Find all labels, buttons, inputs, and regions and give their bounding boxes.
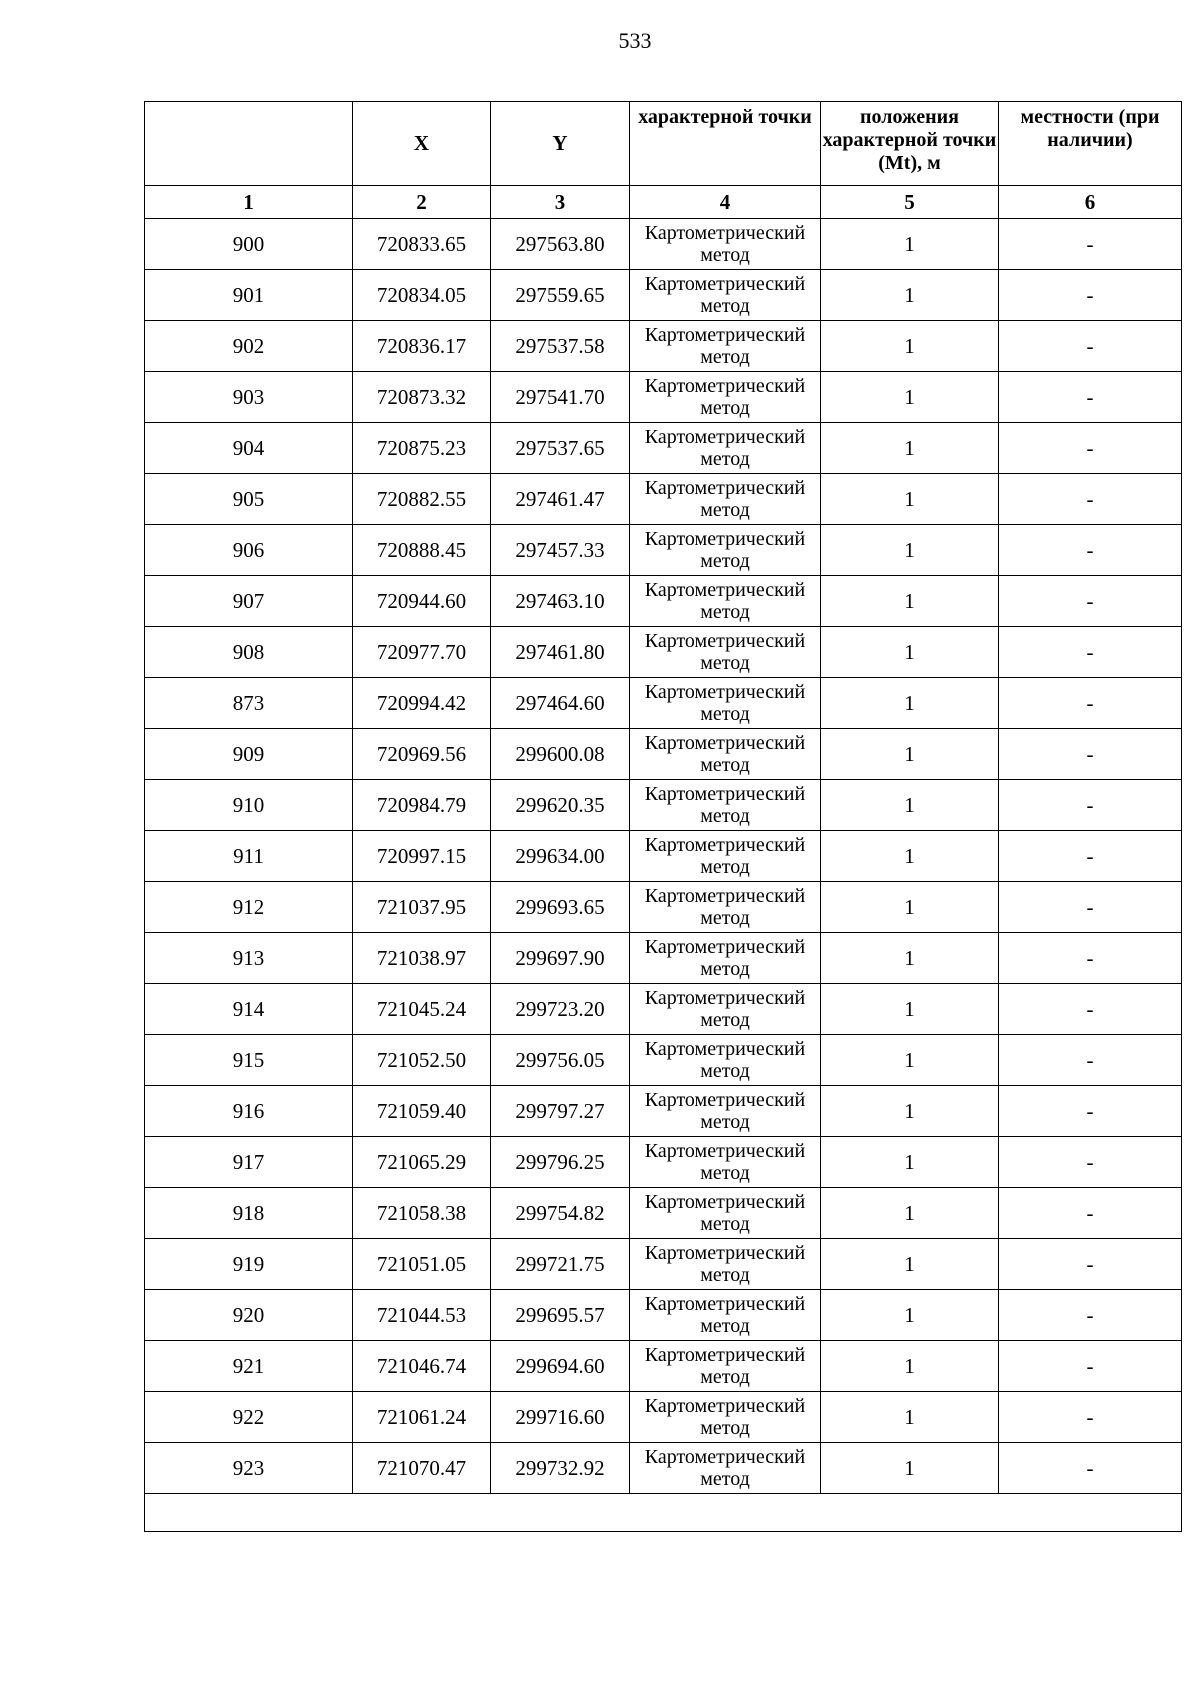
cell-description: - (999, 576, 1182, 627)
table-row (145, 831, 1182, 882)
cell-x-coordinate: 720833.65 (353, 219, 491, 270)
cell-x-coordinate: 721059.40 (353, 1086, 491, 1137)
cell-y-coordinate: 299756.05 (491, 1035, 630, 1086)
cell-accuracy: 1 (821, 474, 999, 525)
cell-accuracy: 1 (821, 1035, 999, 1086)
table-row (145, 933, 1182, 984)
cell-method: Картометрический метод (630, 525, 821, 576)
cell-accuracy: 1 (821, 831, 999, 882)
cell-method: Картометрический метод (630, 1392, 821, 1443)
cell-y-coordinate: 299695.57 (491, 1290, 630, 1341)
cell-point-number: 900 (145, 219, 353, 270)
cell-accuracy: 1 (821, 882, 999, 933)
table-row (145, 525, 1182, 576)
cell-x-coordinate: 721038.97 (353, 933, 491, 984)
cell-y-coordinate: 297537.65 (491, 423, 630, 474)
cell-point-number: 904 (145, 423, 353, 474)
cell-y-coordinate: 299796.25 (491, 1137, 630, 1188)
table-row (145, 678, 1182, 729)
table-row (145, 1137, 1182, 1188)
table-row (145, 729, 1182, 780)
cell-description: - (999, 780, 1182, 831)
cell-y-coordinate: 299600.08 (491, 729, 630, 780)
column-number: 3 (491, 186, 630, 219)
cell-y-coordinate: 297464.60 (491, 678, 630, 729)
cell-point-number: 907 (145, 576, 353, 627)
cell-description: - (999, 321, 1182, 372)
column-number: 6 (999, 186, 1182, 219)
cell-description: - (999, 219, 1182, 270)
table-row (145, 1290, 1182, 1341)
table-footer-row (145, 1494, 1182, 1532)
header-accuracy: положения характерной точки (Mt), м (821, 102, 999, 186)
cell-description: - (999, 1341, 1182, 1392)
header-y: Y (491, 102, 630, 186)
table-row (145, 1443, 1182, 1494)
cell-x-coordinate: 721065.29 (353, 1137, 491, 1188)
cell-method: Картометрический метод (630, 1239, 821, 1290)
cell-method: Картометрический метод (630, 270, 821, 321)
table-row (145, 1239, 1182, 1290)
cell-accuracy: 1 (821, 627, 999, 678)
cell-x-coordinate: 721037.95 (353, 882, 491, 933)
cell-y-coordinate: 297457.33 (491, 525, 630, 576)
cell-x-coordinate: 720882.55 (353, 474, 491, 525)
cell-accuracy: 1 (821, 1086, 999, 1137)
cell-x-coordinate: 720984.79 (353, 780, 491, 831)
cell-point-number: 901 (145, 270, 353, 321)
cell-y-coordinate: 297559.65 (491, 270, 630, 321)
header-description: местности (при наличии) (999, 102, 1182, 186)
cell-x-coordinate: 721045.24 (353, 984, 491, 1035)
cell-accuracy: 1 (821, 1188, 999, 1239)
cell-method: Картометрический метод (630, 729, 821, 780)
cell-point-number: 906 (145, 525, 353, 576)
cell-x-coordinate: 720888.45 (353, 525, 491, 576)
cell-method: Картометрический метод (630, 1035, 821, 1086)
cell-y-coordinate: 299716.60 (491, 1392, 630, 1443)
column-number: 5 (821, 186, 999, 219)
cell-point-number: 905 (145, 474, 353, 525)
cell-accuracy: 1 (821, 219, 999, 270)
cell-point-number: 916 (145, 1086, 353, 1137)
cell-x-coordinate: 721044.53 (353, 1290, 491, 1341)
cell-x-coordinate: 720997.15 (353, 831, 491, 882)
cell-y-coordinate: 297563.80 (491, 219, 630, 270)
cell-y-coordinate: 297463.10 (491, 576, 630, 627)
cell-method: Картометрический метод (630, 1188, 821, 1239)
header-method: характерной точки (630, 102, 821, 186)
cell-method: Картометрический метод (630, 474, 821, 525)
cell-description: - (999, 1137, 1182, 1188)
table-row (145, 321, 1182, 372)
column-number: 2 (353, 186, 491, 219)
cell-x-coordinate: 720969.56 (353, 729, 491, 780)
cell-x-coordinate: 721070.47 (353, 1443, 491, 1494)
cell-point-number: 914 (145, 984, 353, 1035)
cell-point-number: 919 (145, 1239, 353, 1290)
cell-y-coordinate: 299693.65 (491, 882, 630, 933)
cell-description: - (999, 1290, 1182, 1341)
table-header-row (145, 102, 1182, 186)
column-number-row (145, 186, 1182, 219)
cell-description: - (999, 831, 1182, 882)
cell-point-number: 923 (145, 1443, 353, 1494)
page-number: 533 (618, 28, 652, 53)
table-row (145, 627, 1182, 678)
cell-point-number: 908 (145, 627, 353, 678)
cell-accuracy: 1 (821, 372, 999, 423)
cell-accuracy: 1 (821, 321, 999, 372)
cell-point-number: 921 (145, 1341, 353, 1392)
cell-method: Картометрический метод (630, 576, 821, 627)
table-row (145, 1341, 1182, 1392)
table-row (145, 270, 1182, 321)
table-row (145, 1035, 1182, 1086)
cell-point-number: 911 (145, 831, 353, 882)
table-row (145, 219, 1182, 270)
column-number: 1 (145, 186, 353, 219)
cell-description: - (999, 372, 1182, 423)
cell-accuracy: 1 (821, 780, 999, 831)
coordinates-table-wrapper (144, 101, 1181, 1532)
cell-x-coordinate: 720873.32 (353, 372, 491, 423)
cell-description: - (999, 882, 1182, 933)
cell-description: - (999, 1239, 1182, 1290)
cell-description: - (999, 678, 1182, 729)
cell-accuracy: 1 (821, 678, 999, 729)
table-row (145, 984, 1182, 1035)
cell-y-coordinate: 297461.80 (491, 627, 630, 678)
table-row (145, 780, 1182, 831)
cell-description: - (999, 1188, 1182, 1239)
cell-x-coordinate: 721058.38 (353, 1188, 491, 1239)
cell-point-number: 920 (145, 1290, 353, 1341)
table-row (145, 576, 1182, 627)
cell-description: - (999, 933, 1182, 984)
cell-point-number: 918 (145, 1188, 353, 1239)
table-row (145, 882, 1182, 933)
cell-x-coordinate: 721052.50 (353, 1035, 491, 1086)
cell-accuracy: 1 (821, 1443, 999, 1494)
cell-accuracy: 1 (821, 1239, 999, 1290)
table-row (145, 372, 1182, 423)
cell-method: Картометрический метод (630, 219, 821, 270)
cell-x-coordinate: 720836.17 (353, 321, 491, 372)
cell-method: Картометрический метод (630, 321, 821, 372)
cell-point-number: 917 (145, 1137, 353, 1188)
cell-method: Картометрический метод (630, 372, 821, 423)
table-row (145, 1188, 1182, 1239)
cell-y-coordinate: 299634.00 (491, 831, 630, 882)
table-footer-cell (145, 1494, 1182, 1532)
cell-point-number: 873 (145, 678, 353, 729)
cell-accuracy: 1 (821, 576, 999, 627)
cell-accuracy: 1 (821, 1341, 999, 1392)
cell-x-coordinate: 720994.42 (353, 678, 491, 729)
cell-point-number: 902 (145, 321, 353, 372)
cell-y-coordinate: 299721.75 (491, 1239, 630, 1290)
cell-y-coordinate: 297461.47 (491, 474, 630, 525)
cell-description: - (999, 1035, 1182, 1086)
cell-description: - (999, 1443, 1182, 1494)
cell-y-coordinate: 299694.60 (491, 1341, 630, 1392)
cell-description: - (999, 1392, 1182, 1443)
header-point-number (145, 102, 353, 186)
cell-method: Картометрический метод (630, 831, 821, 882)
cell-point-number: 903 (145, 372, 353, 423)
cell-method: Картометрический метод (630, 780, 821, 831)
cell-accuracy: 1 (821, 729, 999, 780)
cell-description: - (999, 270, 1182, 321)
cell-description: - (999, 627, 1182, 678)
cell-method: Картометрический метод (630, 933, 821, 984)
cell-method: Картометрический метод (630, 882, 821, 933)
cell-accuracy: 1 (821, 984, 999, 1035)
cell-method: Картометрический метод (630, 1137, 821, 1188)
header-x: X (353, 102, 491, 186)
cell-accuracy: 1 (821, 933, 999, 984)
cell-method: Картометрический метод (630, 1086, 821, 1137)
cell-x-coordinate: 721046.74 (353, 1341, 491, 1392)
cell-accuracy: 1 (821, 1290, 999, 1341)
cell-point-number: 912 (145, 882, 353, 933)
cell-method: Картометрический метод (630, 423, 821, 474)
cell-x-coordinate: 720834.05 (353, 270, 491, 321)
cell-x-coordinate: 720977.70 (353, 627, 491, 678)
cell-description: - (999, 729, 1182, 780)
cell-x-coordinate: 721051.05 (353, 1239, 491, 1290)
cell-accuracy: 1 (821, 1392, 999, 1443)
cell-point-number: 913 (145, 933, 353, 984)
cell-method: Картометрический метод (630, 1341, 821, 1392)
cell-accuracy: 1 (821, 270, 999, 321)
cell-point-number: 909 (145, 729, 353, 780)
cell-y-coordinate: 297541.70 (491, 372, 630, 423)
cell-y-coordinate: 299732.92 (491, 1443, 630, 1494)
table-row (145, 474, 1182, 525)
cell-method: Картометрический метод (630, 984, 821, 1035)
cell-description: - (999, 1086, 1182, 1137)
table-row (145, 1392, 1182, 1443)
cell-description: - (999, 423, 1182, 474)
cell-y-coordinate: 299697.90 (491, 933, 630, 984)
cell-x-coordinate: 720875.23 (353, 423, 491, 474)
cell-accuracy: 1 (821, 525, 999, 576)
cell-accuracy: 1 (821, 423, 999, 474)
cell-y-coordinate: 299723.20 (491, 984, 630, 1035)
cell-description: - (999, 984, 1182, 1035)
cell-method: Картометрический метод (630, 678, 821, 729)
column-number: 4 (630, 186, 821, 219)
cell-x-coordinate: 720944.60 (353, 576, 491, 627)
table-row (145, 1086, 1182, 1137)
cell-method: Картометрический метод (630, 1290, 821, 1341)
cell-point-number: 922 (145, 1392, 353, 1443)
cell-y-coordinate: 297537.58 (491, 321, 630, 372)
table-row (145, 423, 1182, 474)
cell-point-number: 915 (145, 1035, 353, 1086)
cell-point-number: 910 (145, 780, 353, 831)
cell-method: Картометрический метод (630, 1443, 821, 1494)
cell-description: - (999, 525, 1182, 576)
coordinates-table (144, 101, 1182, 1532)
cell-description: - (999, 474, 1182, 525)
cell-x-coordinate: 721061.24 (353, 1392, 491, 1443)
cell-method: Картометрический метод (630, 627, 821, 678)
table-body (145, 219, 1182, 1494)
cell-y-coordinate: 299754.82 (491, 1188, 630, 1239)
cell-accuracy: 1 (821, 1137, 999, 1188)
cell-y-coordinate: 299797.27 (491, 1086, 630, 1137)
cell-y-coordinate: 299620.35 (491, 780, 630, 831)
